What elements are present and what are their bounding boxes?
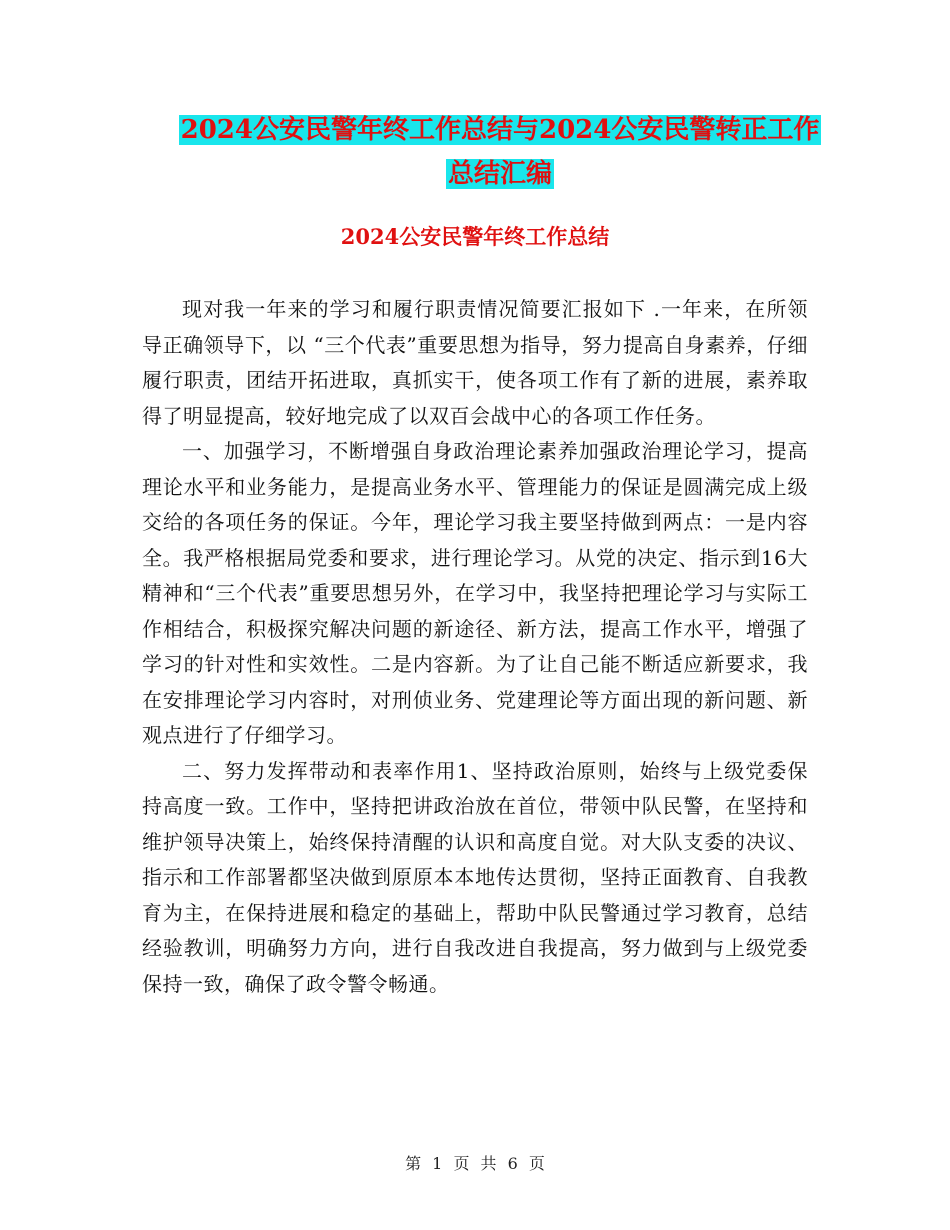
- paragraph-study: 一、加强学习，不断增强自身政治理论素养加强政治理论学习，提高理论水平和业务能力，是提高业务水平、管理能力的保证是圆满完成上级交给的各项任务的保证。今年，理论学习我主要坚持做到两点：一是内容全。我严格根据局党委和要求，进行理论学习。从党的决定、指示到16大精神和“三个代表”重要思想另外，在学习中，我坚持把理论学习与实际工作相结合，积极探究解决问题的新途径、新方法，提高工作水平，增强了学习的针对性和实效性。二是内容新。为了让自己能不断适应新要求，我在安排理论学习内容时，对刑侦业务、党建理论等方面出现的新问题、新观点进行了仔细学习。: [142, 439, 808, 747]
- paragraph-leadership: 二、努力发挥带动和表率作用1、坚持政治原则，始终与上级党委保持高度一致。工作中，坚持把讲政治放在首位，带领中队民警，在坚持和维护领导决策上，始终保持清醒的认识和高度自觉。对大队支委的决议、指示和工作部署都坚决做到原原本本地传达贯彻，坚持正面教育、自我教育为主，在保持进展和稳定的基础上，帮助中队民警通过学习教育，总结经验教训，明确努力方向，进行自我改进自我提高，努力做到与上级党委保持一致，确保了政令警令畅通。: [142, 758, 808, 996]
- section-title: 2024公安民警年终工作总结: [340, 224, 610, 249]
- document-title-line1: 2024公安民警年终工作总结与2024公安民警转正工作: [180, 115, 820, 145]
- document-title: [150, 108, 850, 196]
- document-body: [142, 292, 808, 1002]
- document-title-line2: 总结汇编: [447, 159, 552, 189]
- paragraph-intro: 现对我一年来的学习和履行职责情况简要汇报如下 .一年来，在所领导正确领导下，以 “三个代表”重要思想为指导，努力提高自身素养，仔细履行职责，团结开拓进取，真抓实干，使各项工作有了新的进展，素养取得了明显提高，较好地完成了以双百会战中心的各项工作任务。: [142, 297, 808, 428]
- page-footer: 第 1 页 共 6 页: [405, 1154, 545, 1173]
